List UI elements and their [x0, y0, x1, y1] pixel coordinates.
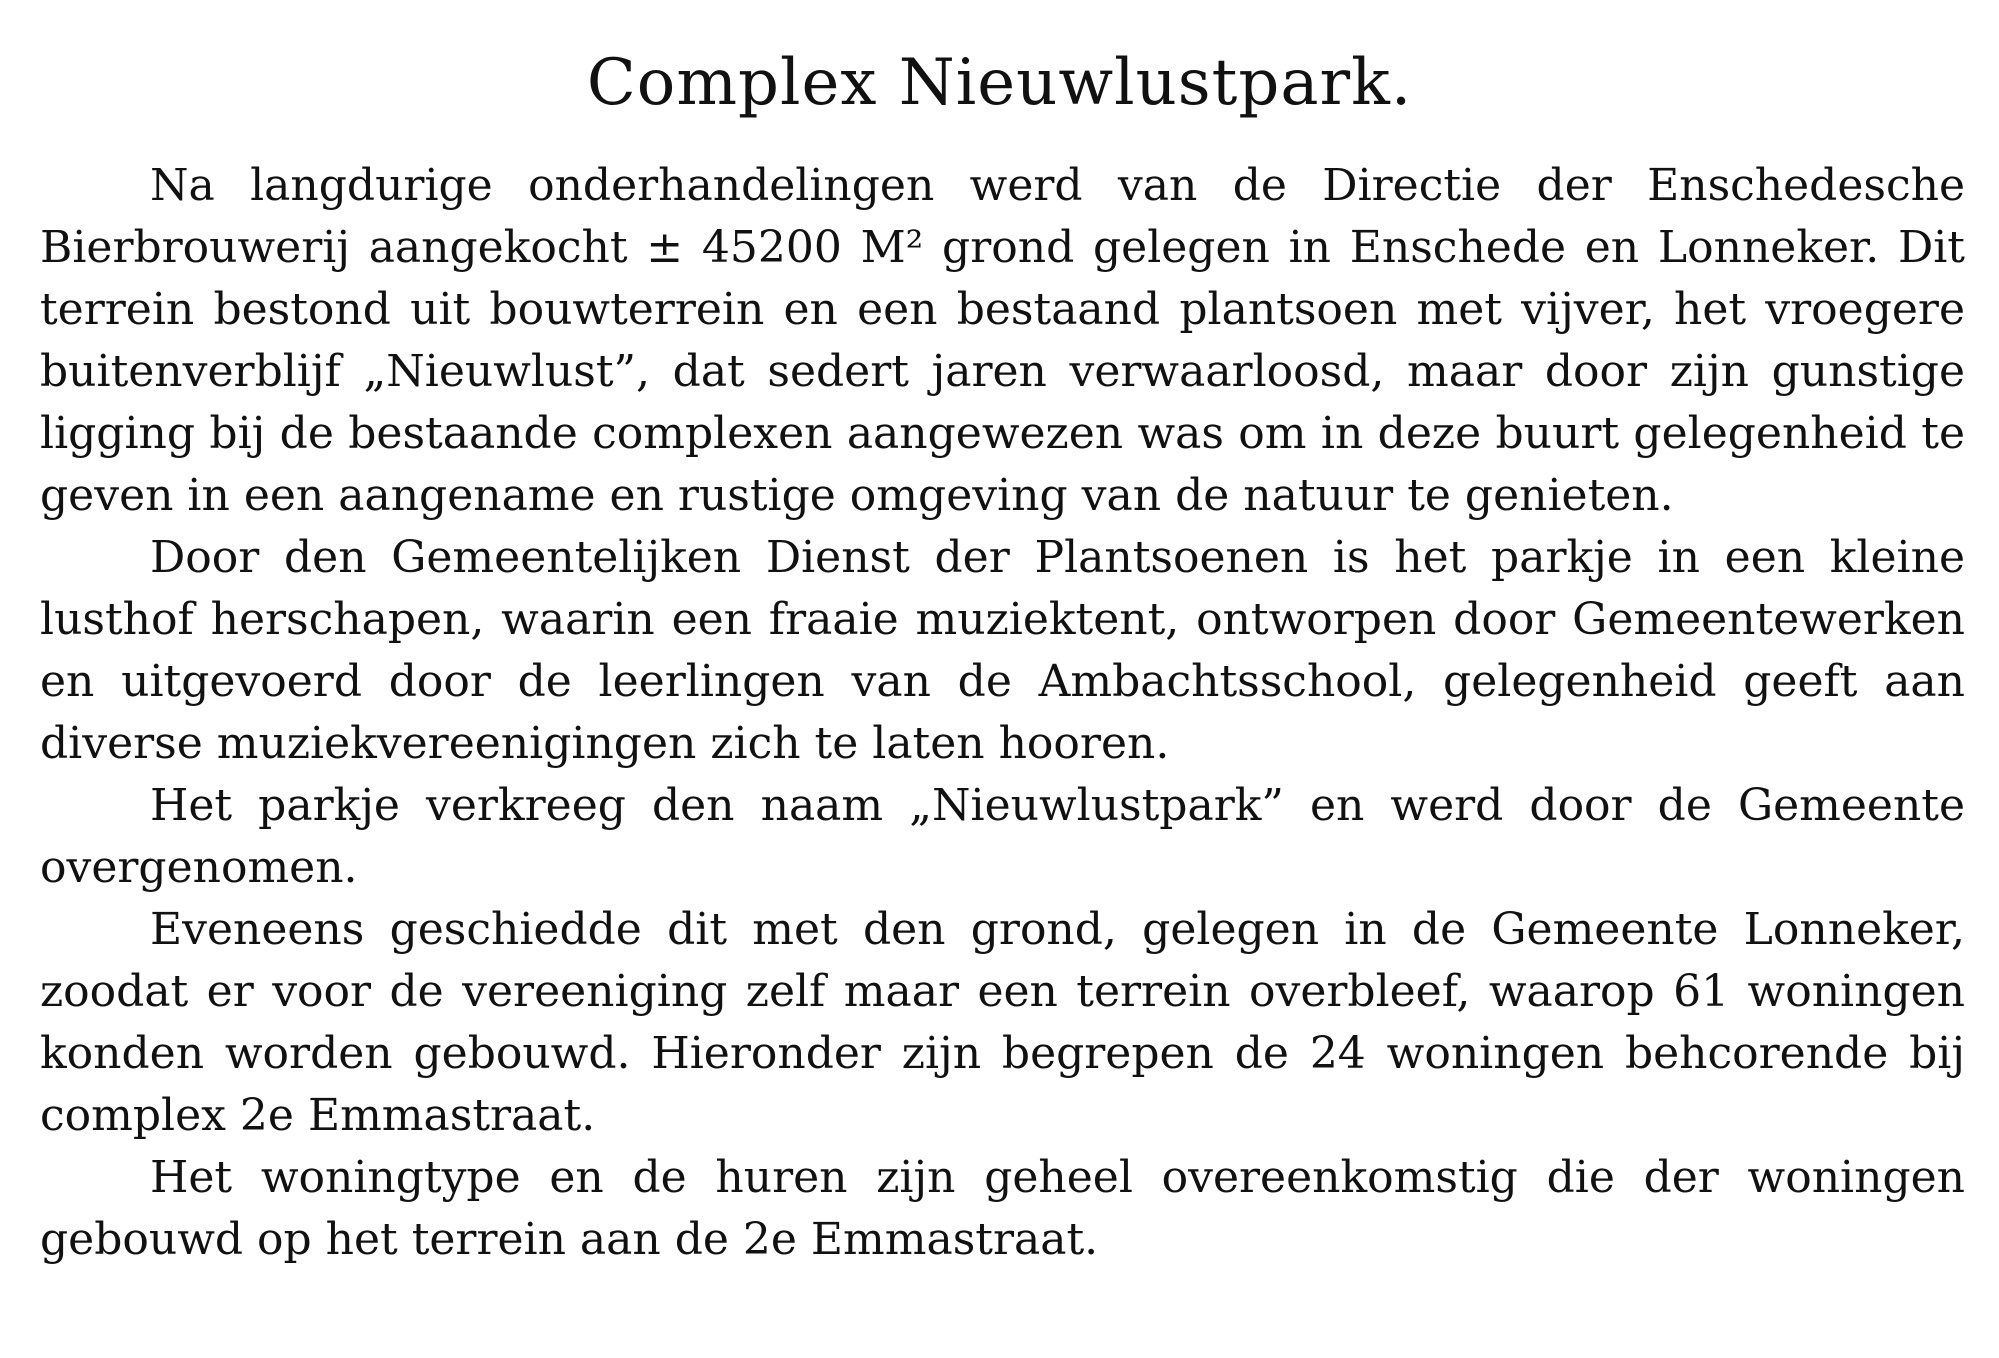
- paragraph-1: Na langdurige onderhandelingen werd van de Directie der Enschedesche Bierbrouwerij aangekocht ± 45200 M² grond gelegen in Enschede en Lonneker. Dit terrein bestond uit bouwterrein en een bestaand plantsoen met vijver, het vroegere buitenverblijf „Nieuwlust”, dat sedert jaren verwaarloosd, maar door zijn gunstige ligging bij de bestaande complexen aangewezen was om in deze buurt gelegenheid te geven in een aangename en rustige omgeving van de natuur te genieten.: [40, 160, 1965, 521]
- paragraph-2: Door den Gemeentelijken Dienst der Plantsoenen is het parkje in een kleine lusthof herschapen, waarin een fraaie muziektent, ontworpen door Gemeentewerken en uitgevoerd door de leerlingen van de Ambachtsschool, gelegenheid geeft aan diverse muziekvereenigingen zich te laten hooren.: [40, 532, 1965, 769]
- document-body: [40, 155, 1965, 1271]
- page-title: Complex Nieuwlustpark.: [586, 46, 1413, 120]
- paragraph-3: Het parkje verkreeg den naam „Nieuwlustpark” en werd door de Gemeente overgenomen.: [40, 780, 1965, 893]
- paragraph-4: Eveneens geschiedde dit met den grond, gelegen in de Gemeente Lonneker, zoodat er voor de vereeniging zelf maar een terrein overbleef, waarop 61 woningen konden worden gebouwd. Hieronder zijn begrepen de 24 woningen behcorende bij complex 2e Emmastraat.: [40, 904, 1965, 1141]
- paragraph-5: Het woningtype en de huren zijn geheel overeenkomstig die der woningen gebouwd op het terrein aan de 2e Emmastraat.: [40, 1152, 1965, 1265]
